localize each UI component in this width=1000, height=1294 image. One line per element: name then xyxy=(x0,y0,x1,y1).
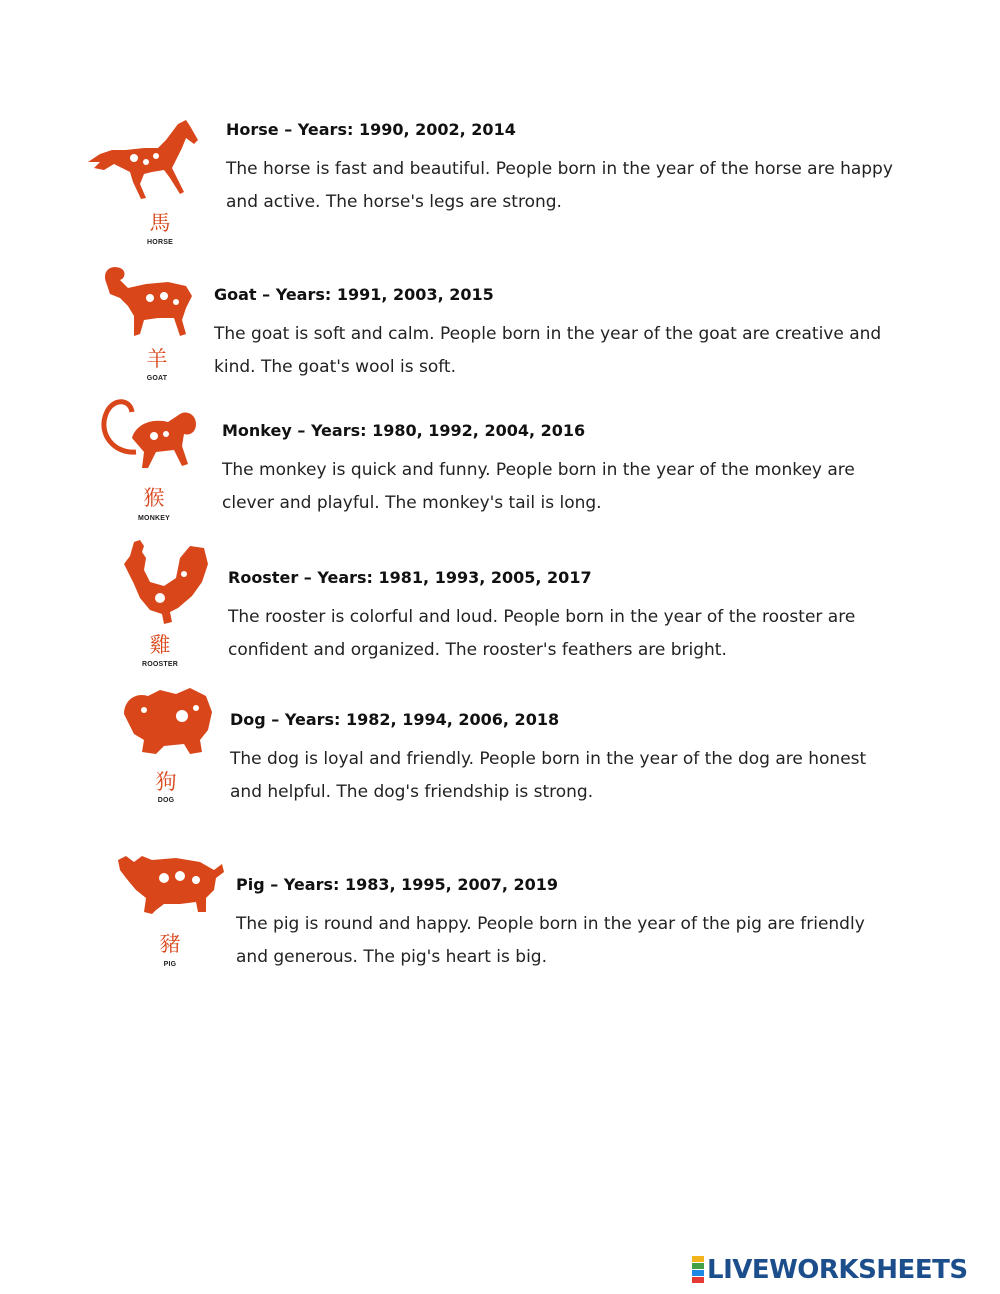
pig-icon xyxy=(116,848,226,918)
pig-heading: Pig – Years: 1983, 1995, 2007, 2019 xyxy=(236,875,559,894)
rooster-english-label: ROOSTER xyxy=(141,661,178,668)
rooster-description-line-1: The rooster is colorful and loud. People born in the year of the rooster are xyxy=(228,607,856,627)
horse-chinese-character: 馬 xyxy=(149,211,171,235)
liveworksheets-logo-text: LIVEWORKSHEETS xyxy=(707,1255,968,1285)
monkey-icon xyxy=(96,394,211,479)
rooster-papercut-image xyxy=(120,538,210,628)
goat-english-label: GOAT xyxy=(146,375,168,382)
horse-icon xyxy=(86,118,201,203)
dog-chinese-character: 狗 xyxy=(155,770,177,794)
goat-description-line-2: kind. The goat's wool is soft. xyxy=(214,357,457,377)
rooster-description-line-2: confident and organized. The rooster's feathers are bright. xyxy=(228,640,727,660)
monkey-papercut-image xyxy=(96,394,211,479)
monkey-english-label: MONKEY xyxy=(138,515,170,522)
rooster-icon xyxy=(120,538,210,628)
pig-english-label: PIG xyxy=(163,961,177,968)
liveworksheets-logo-mark-icon xyxy=(692,1256,704,1284)
dog-icon xyxy=(120,686,215,758)
horse-heading: Horse – Years: 1990, 2002, 2014 xyxy=(226,120,516,139)
monkey-heading: Monkey – Years: 1980, 1992, 2004, 2016 xyxy=(222,421,586,440)
goat-papercut-image xyxy=(98,262,198,342)
monkey-description-line-2: clever and playful. The monkey's tail is long. xyxy=(222,493,602,513)
pig-description-line-2: and generous. The pig's heart is big. xyxy=(236,947,547,967)
rooster-heading: Rooster – Years: 1981, 1993, 2005, 2017 xyxy=(228,568,592,587)
monkey-chinese-character: 猴 xyxy=(143,486,165,510)
goat-chinese-character: 羊 xyxy=(146,347,168,371)
dog-heading: Dog – Years: 1982, 1994, 2006, 2018 xyxy=(230,710,560,729)
horse-description-line-1: The horse is fast and beautiful. People born in the year of the horse are happy xyxy=(226,159,893,179)
horse-description-line-2: and active. The horse's legs are strong. xyxy=(226,192,562,212)
goat-icon xyxy=(98,262,198,342)
pig-chinese-character: 豬 xyxy=(159,932,181,956)
pig-papercut-image xyxy=(116,848,226,918)
monkey-description-line-1: The monkey is quick and funny. People born in the year of the monkey are xyxy=(222,460,855,480)
dog-papercut-image xyxy=(120,686,215,758)
liveworksheets-logo[interactable] xyxy=(692,1255,968,1285)
dog-english-label: DOG xyxy=(157,797,175,804)
dog-description-line-2: and helpful. The dog's friendship is strong. xyxy=(230,782,594,802)
horse-papercut-image xyxy=(86,118,201,203)
dog-description-line-1: The dog is loyal and friendly. People born in the year of the dog are honest xyxy=(230,749,867,769)
rooster-chinese-character: 雞 xyxy=(149,633,171,657)
goat-heading: Goat – Years: 1991, 2003, 2015 xyxy=(214,285,494,304)
pig-description-line-1: The pig is round and happy. People born in the year of the pig are friendly xyxy=(236,914,865,934)
horse-english-label: HORSE xyxy=(147,239,173,246)
goat-description-line-1: The goat is soft and calm. People born in the year of the goat are creative and xyxy=(214,324,882,344)
